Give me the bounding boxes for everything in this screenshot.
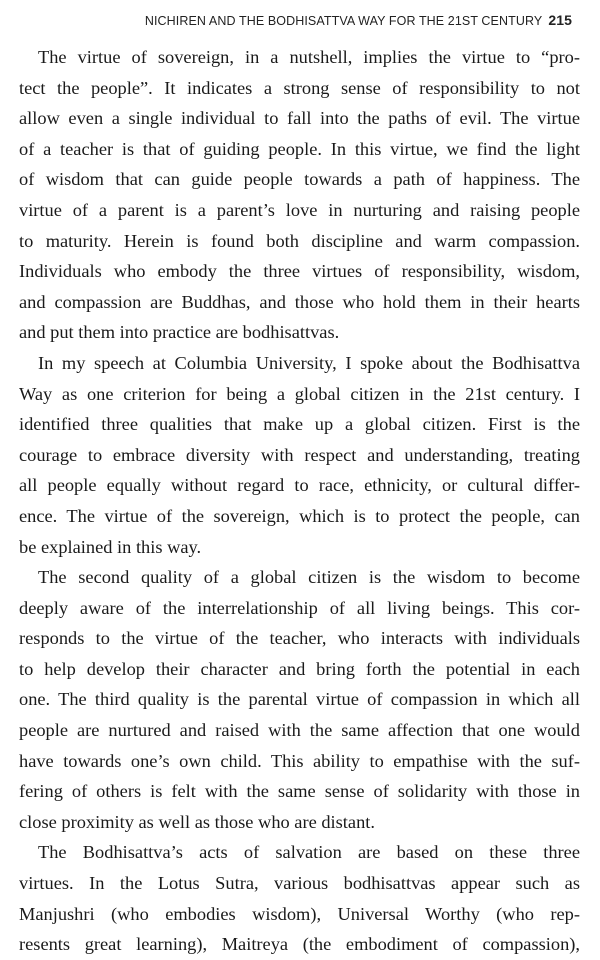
- text-line: The virtue of sovereign, in a nutshell, implies the virtue to “pro-: [38, 47, 580, 67]
- text-line: all people equally without regard to race, ethnicity, or cultural differ-: [19, 475, 580, 496]
- text-line: allow even a single individual to fall into the paths of evil. The virtue: [19, 108, 580, 129]
- text-line: people are nurtured and raised with the same affection that one would: [19, 720, 580, 741]
- text-line: to help develop their character and bring forth the potential in each: [19, 658, 580, 679]
- text-line: The second quality of a global citizen is the wisdom to become: [38, 567, 580, 588]
- running-header: [20, 12, 572, 28]
- text-line: In my speech at Columbia University, I spoke about the Bodhisattva: [38, 352, 580, 373]
- text-line: have towards one’s own child. This ability to empathise with the suf-: [19, 750, 580, 771]
- text-line: deeply aware of the interrelationship of all living beings. This cor-: [19, 597, 580, 618]
- text-line: virtues. In the Lotus Sutra, various bodhisattvas appear such as: [19, 873, 580, 894]
- text-line: ence. The virtue of the sovereign, which is to protect the people, can: [19, 505, 580, 526]
- text-line: of wisdom that can guide people towards a path of happiness. The: [19, 169, 580, 190]
- text-line: tect the people”. It indicates a strong sense of responsibility to not: [19, 77, 580, 98]
- running-title: NICHIREN AND THE BODHISATTVA WAY FOR THE 21ST CENTURY: [144, 14, 543, 28]
- page-number: 215: [548, 12, 572, 28]
- text-line: be explained in this way.: [19, 536, 202, 557]
- text-line: to maturity. Herein is found both discipline and warm compassion.: [19, 230, 580, 251]
- text-line: The Bodhisattva’s acts of salvation are based on these three: [38, 842, 580, 863]
- text-line: of a teacher is that of guiding people. In this virtue, we find the light: [19, 138, 580, 159]
- text-line: resents great learning), Maitreya (the embodiment of compassion),: [19, 934, 580, 955]
- text-line: responds to the virtue of the teacher, who interacts with individuals: [19, 628, 580, 649]
- text-line: courage to embrace diversity with respect and understanding, treating: [19, 444, 580, 465]
- text-line: close proximity as well as those who are distant.: [19, 811, 375, 832]
- text-line: Manjushri (who embodies wisdom), Universal Worthy (who rep-: [19, 903, 580, 924]
- text-line: and compassion are Buddhas, and those who hold them in their hearts: [19, 291, 580, 312]
- paragraph: [19, 348, 580, 562]
- text-line: Way as one criterion for being a global citizen in the 21st century. I: [19, 383, 580, 404]
- body-text: [19, 42, 580, 960]
- text-line: Individuals who embody the three virtues of responsibility, wisdom,: [19, 261, 580, 282]
- text-line: fering of others is felt with the same sense of solidarity with those in: [19, 781, 580, 802]
- text-line: virtue of a parent is a parent’s love in nurturing and raising people: [19, 199, 580, 220]
- paragraph: [19, 42, 580, 348]
- paragraph: [19, 562, 580, 837]
- text-line: identified three qualities that make up a global citizen. First is the: [19, 414, 580, 435]
- text-line: one. The third quality is the parental virtue of compassion in which all: [19, 689, 580, 710]
- paragraph: [19, 837, 580, 959]
- text-line: and put them into practice are bodhisattvas.: [19, 322, 340, 343]
